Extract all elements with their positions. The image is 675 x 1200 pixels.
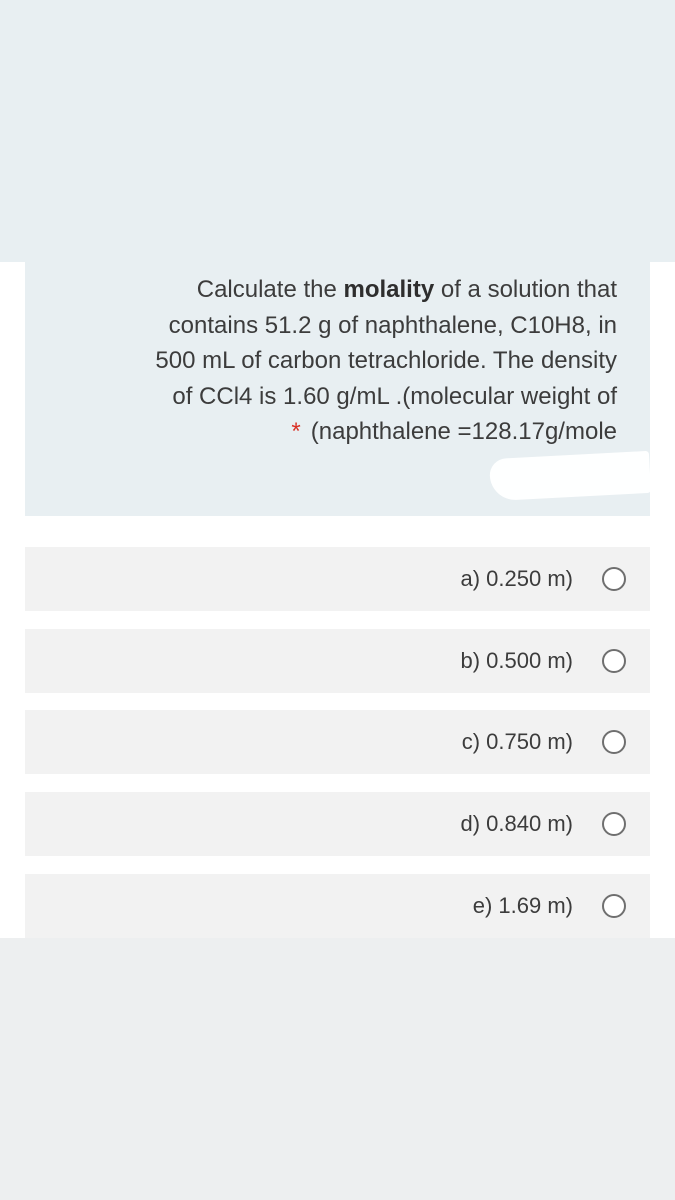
option-label: d) 0.840 m) <box>460 811 573 836</box>
option-b[interactable] <box>25 629 650 693</box>
question-text <box>57 272 617 450</box>
page-footer-area <box>0 938 675 1200</box>
radio-button[interactable] <box>602 730 626 754</box>
scribble-mark <box>489 451 651 501</box>
question-line-4: of CCl4 is 1.60 g/mL .(molecular weight of <box>172 382 617 410</box>
option-c[interactable] <box>25 710 650 774</box>
radio-button[interactable] <box>602 894 626 918</box>
question-line-5-text: (naphthalene =128.17g/mole <box>310 418 617 445</box>
option-label: b) 0.500 m) <box>460 648 573 673</box>
radio-button[interactable] <box>602 567 626 591</box>
question-line-1-end: of a solution that <box>434 276 617 303</box>
header-banner <box>0 0 675 262</box>
question-line-1-start: Calculate the <box>196 276 344 303</box>
question-line-1 <box>57 272 617 308</box>
option-label: c) 0.750 m) <box>461 729 573 754</box>
question-line-2: contains 51.2 g of naphthalene, C10H8, in <box>168 311 617 339</box>
option-label: a) 0.250 m) <box>460 566 573 591</box>
option-label: e) 1.69 m) <box>472 893 573 918</box>
question-line-3: 500 mL of carbon tetrachloride. The density <box>155 347 617 374</box>
question-line-5 <box>57 414 617 450</box>
option-a[interactable] <box>25 547 650 611</box>
option-d[interactable] <box>25 792 650 856</box>
radio-button[interactable] <box>602 649 626 673</box>
option-e[interactable] <box>25 874 650 938</box>
required-marker: * <box>291 418 301 445</box>
radio-button[interactable] <box>602 812 626 836</box>
question-keyword: molality <box>343 276 435 303</box>
